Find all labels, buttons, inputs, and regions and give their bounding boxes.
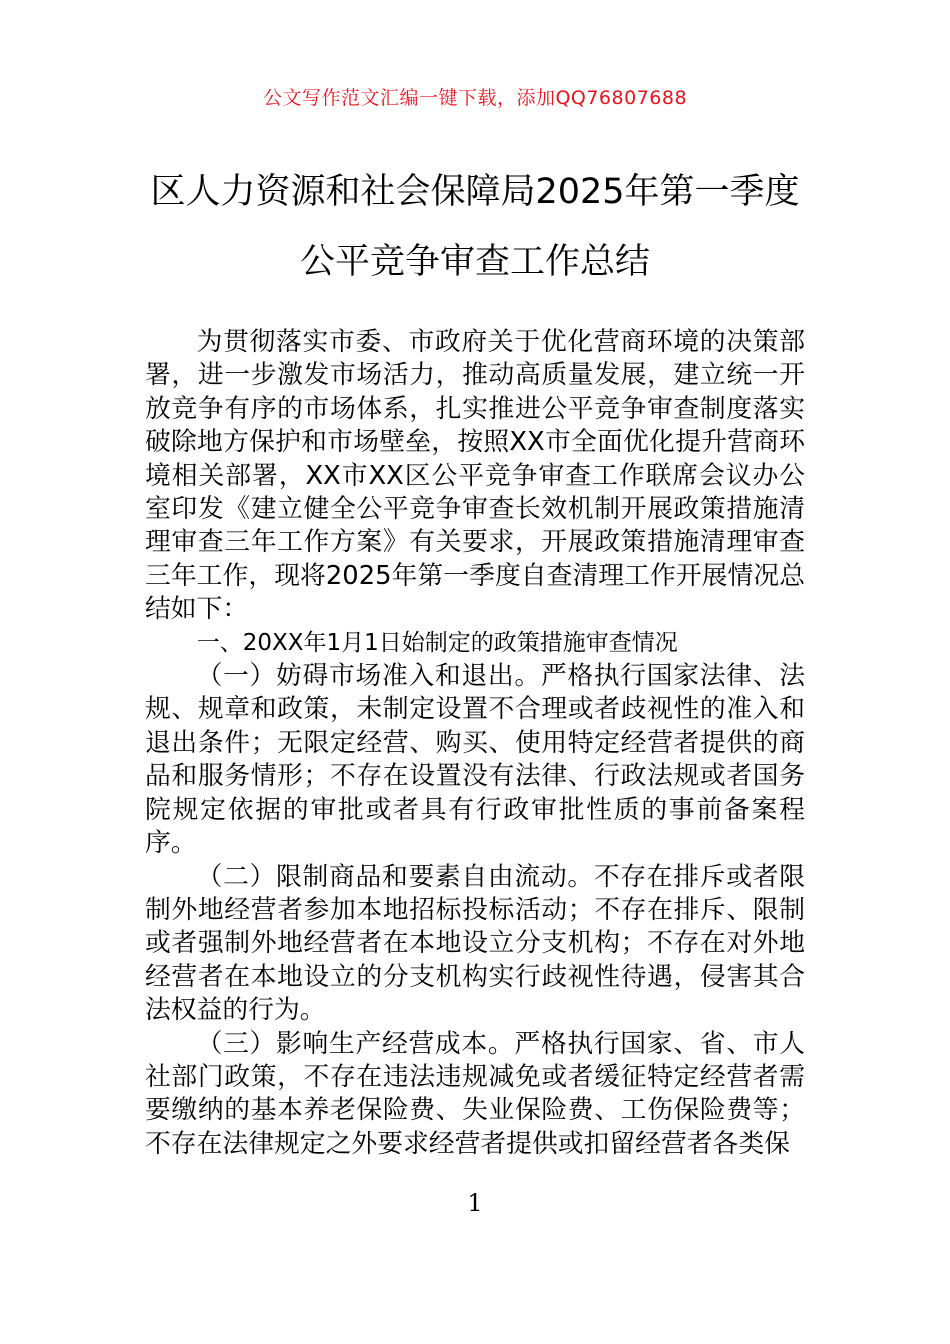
header-note: 公文写作范文汇编一键下载，添加QQ76807688 xyxy=(262,87,688,109)
page-number: 1 xyxy=(467,1189,483,1217)
paragraph-intro: 为贯彻落实市委、市政府关于优化营商环境的决策部署，进一步激发市场活力，推动高质量发展，建立统一开放竞争有序的市场体系，扎实推进公平竞争审查制度落实破除地方保护和市场壁垒，按照XX市全面优化提升营商环境相关部署，XX市XX区公平竞争审查工作联席会议办公室印发《建立健全公平竞争审查长效机制开展政策措施清理审查三年工作方案》有关要求，开展政策措施清理审查三年工作，现将2025年第一季度自查清理工作开展情况总结如下： xyxy=(145,327,805,625)
section-heading: 一、20XX年1月1日始制定的政策措施审查情况 xyxy=(196,629,678,656)
document-body xyxy=(145,326,805,1161)
paragraph-item-3: （三）影响生产经营成本。严格执行国家、省、市人社部门政策，不存在违法违规减免或者缓征特定经营者需要缴纳的基本养老保险费、失业保险费、工伤保险费等；不存在法律规定之外要求经营者提供或扣留经营者各类保 xyxy=(145,1028,805,1159)
document-title-line-2: 公平竞争审查工作总结 xyxy=(299,242,650,282)
paragraph-item-1: （一）妨碍市场准入和退出。严格执行国家法律、法规、规章和政策，未制定设置不合理或者歧视性的准入和退出条件；无限定经营、购买、使用特定经营者提供的商品和服务情形；不存在设置没有法律、行政法规或者国务院规定依据的审批或者具有行政审批性质的事前备案程序。 xyxy=(145,661,805,859)
document-title-line-1: 区人力资源和社会保障局2025年第一季度 xyxy=(150,172,800,212)
paragraph-item-2: （二）限制商品和要素自由流动。不存在排斥或者限制外地经营者参加本地招标投标活动；不存在排斥、限制或者强制外地经营者在本地设立分支机构；不存在对外地经营者在本地设立的分支机构实行歧视性待遇，侵害其合法权益的行为。 xyxy=(145,861,805,1026)
